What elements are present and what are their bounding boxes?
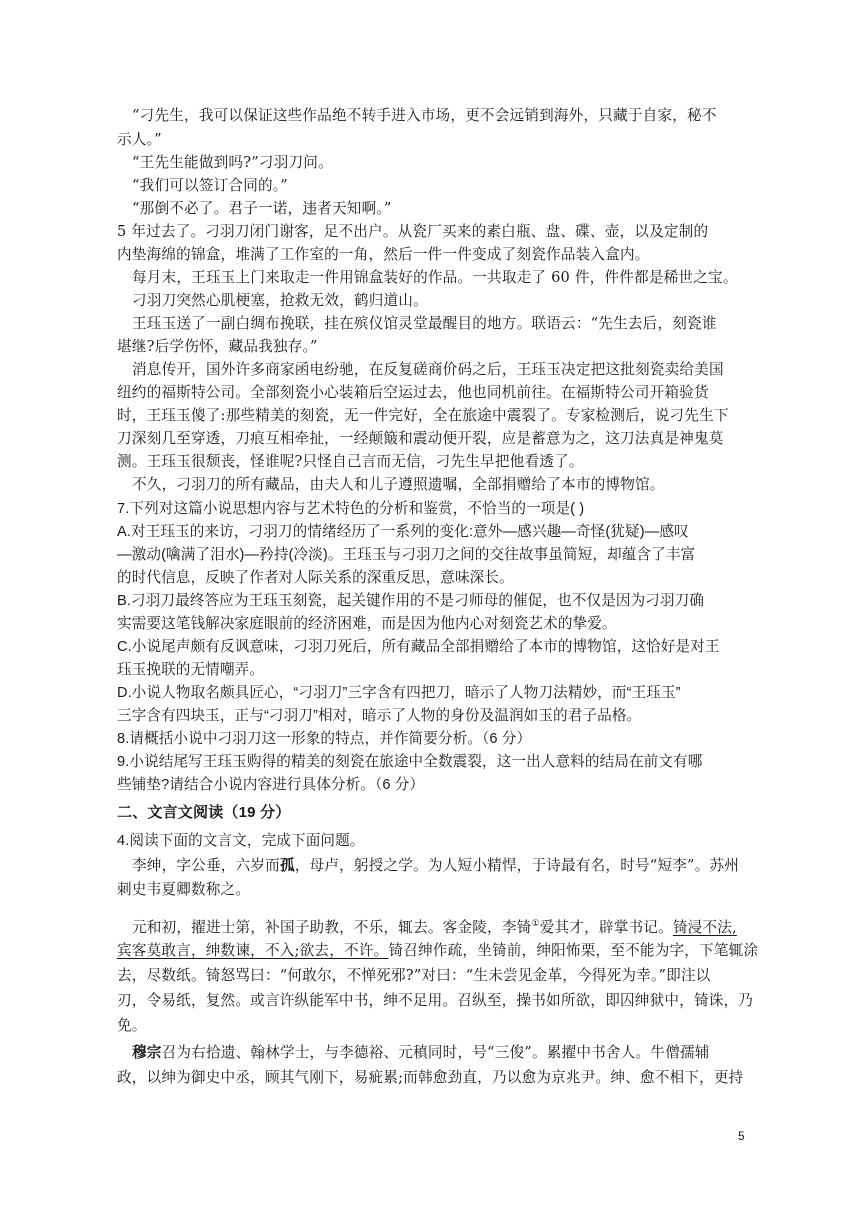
text-run: 李绅，字公垂，六岁而 (132, 857, 280, 874)
story-line: “那倒不必了。君子一诺，违者天知啊。” (132, 200, 392, 217)
story-line: 刀深刻几至穿透，刀痕互相牵扯，一经颠簸和震动便开裂，应是蓄意为之，这刀法真是神鬼莫 (117, 430, 724, 447)
story-line: 不久，刁羽刀的所有藏品，由夫人和儿子遵照遗嘱，全部捐赠给了本市的博物馆。 (132, 476, 665, 493)
classical-line: 政，以绅为御史中丞，顾其气刚下，易疵累;而韩愈劲直，乃以愈为京兆尹。绅、愈不相下，更持 (117, 1069, 744, 1086)
section-heading: 二、文言文阅读（19 分） (117, 804, 291, 821)
story-line: 刁羽刀突然心肌梗塞，抢救无效，鹤归道山。 (132, 292, 428, 309)
text-run: 锜召绅作疏，坐锜前，绅阳怖栗，至不能为字，下笔辄涂 (388, 942, 759, 959)
question-9: 些铺垫?请结合小说内容进行具体分析。（6 分） (117, 777, 425, 793)
classical-instruction: 4.阅读下面的文言文，完成下面问题。 (117, 833, 365, 849)
option-a-line: A.对王珏玉的来访，刁羽刀的情绪经历了一系列的变化:意外—感兴趣—奇怪(犹疑)—感叹 (117, 524, 689, 540)
classical-line: 刺史韦夏卿数称之。 (117, 881, 251, 898)
text-run: 元和初，擢进士第，补国子助教，不乐，辄去。客金陵，李锜 (132, 919, 532, 936)
option-b-line: 实需要这笔钱解决家庭眼前的经济困难，而是因为他内心对刻瓷艺术的挚爱。 (117, 616, 617, 632)
question-8: 8.请概括小说中刁羽刀这一形象的特点，并作简要分析。（6 分） (117, 731, 532, 747)
story-line: 纽约的福斯特公司。全部刻瓷小心装箱后空运过去，他也同机前往。在福斯特公司开箱验货 (117, 384, 709, 401)
story-line: “我们可以签订合同的。” (132, 177, 288, 194)
story-line: 每月末，王珏玉上门来取走一件用锦盒装好的作品。一共取走了 60 件，件件都是稀世之宝。 (132, 269, 738, 286)
story-line: 消息传开，国外许多商家函电纷驰，在反复磋商价码之后，王珏玉决定把这批刻瓷卖给美国 (132, 361, 724, 378)
classical-line (132, 1043, 752, 1063)
footnote-marker: ① (531, 919, 540, 929)
classical-line (132, 856, 752, 876)
classical-line: 免。 (117, 1017, 147, 1034)
classical-line: 刃，令易纸，复然。或言许纵能军中书，绅不足用。召纵至，操书如所欲，即囚绅狱中，锜诛，乃 (117, 992, 754, 1009)
classical-line (132, 914, 752, 938)
classical-line: 去，尽数纸。锜怒骂曰：“何敢尔，不惮死邪?”对曰：“生未尝见金革，今得死为幸。”即注以 (117, 967, 711, 984)
question-9: 9.小说结尾写王珏玉购得的精美的刻瓷在旅途中全数震裂，这一出人意料的结局在前文有哪 (117, 754, 703, 770)
option-c-line: C.小说尾声颇有反讽意味，刁羽刀死后，所有藏品全部捐赠给了本市的博物馆，这恰好是对王 (117, 639, 720, 655)
story-line: 示人。” (117, 131, 162, 148)
question-7: 7.下列对这篇小说思想内容与艺术特色的分析和鉴赏，不恰当的一项是( ) (117, 501, 585, 517)
option-a-line: 的时代信息，反映了作者对人际关系的深重反思，意味深长。 (117, 570, 514, 586)
underlined-text: 锜浸不法, (672, 919, 737, 936)
underlined-text: 宾客莫敢言，绅数谏，不入;欲去，不许。 (117, 942, 389, 959)
story-line: “王先生能做到吗?”刁羽刀问。 (132, 154, 333, 171)
classical-line (117, 941, 759, 961)
text-run: 爱其才，辟掌书记。 (539, 919, 673, 936)
story-line: 5 年过去了。刁羽刀闭门谢客，足不出户。从瓷厂买来的素白瓶、盘、碟、壶，以及定制的 (117, 223, 709, 240)
story-line: 测。王珏玉很颓丧，怪谁呢?只怪自己言而无信，刁先生早把他看透了。 (117, 453, 584, 470)
text-run: 召为右拾遗、翰林学士，与李德裕、元稹同时，号“三俊”。累擢中书舍人。牛僧孺辅 (161, 1044, 710, 1061)
option-d-line: 三字含有四块玉，正与“刁羽刀”相对，暗示了人物的身份及温润如玉的君子品格。 (117, 708, 642, 724)
option-d-line: D.小说人物取名颇具匠心，“刁羽刀”三字含有四把刀，暗示了人物刀法精妙，而“王珏玉” (117, 685, 681, 701)
emphasized-text: 穆宗 (132, 1044, 162, 1061)
option-a-line: —激动(噙满了泪水)—矜持(冷淡)。王珏玉与刁羽刀之间的交往故事虽简短，却蕴含了丰富 (117, 547, 696, 563)
story-line: 堪继?后学伤怀，藏品我独存。” (117, 338, 318, 355)
story-line: 王珏玉送了一副白绸布挽联，挂在殡仪馆灵堂最醒目的地方。联语云：“先生去后，刻瓷谁 (132, 315, 717, 332)
page-number: 5 (738, 1129, 745, 1143)
option-c-line: 珏玉挽联的无情嘲弄。 (117, 662, 264, 678)
emphasized-char: 孤 (279, 857, 295, 874)
option-b-line: B.刁羽刀最终答应为王珏玉刻瓷，起关键作用的不是刁师母的催促，也不仅是因为刁羽刀确 (117, 593, 705, 609)
story-line: “刁先生，我可以保证这些作品绝不转手进入市场，更不会远销到海外，只藏于自家，秘不 (132, 107, 717, 124)
story-line: 时，王珏玉傻了:那些精美的刻瓷，无一件完好，全在旅途中震裂了。专家检测后，说刁先生下 (117, 407, 729, 424)
story-line: 内垫海绵的锦盒，堆满了工作室的一角，然后一件一件变成了刻瓷作品装入盒内。 (117, 246, 650, 263)
text-run: ，母卢，躬授之学。为人短小精悍，于诗最有名，时号“短李”。苏州 (294, 857, 740, 874)
